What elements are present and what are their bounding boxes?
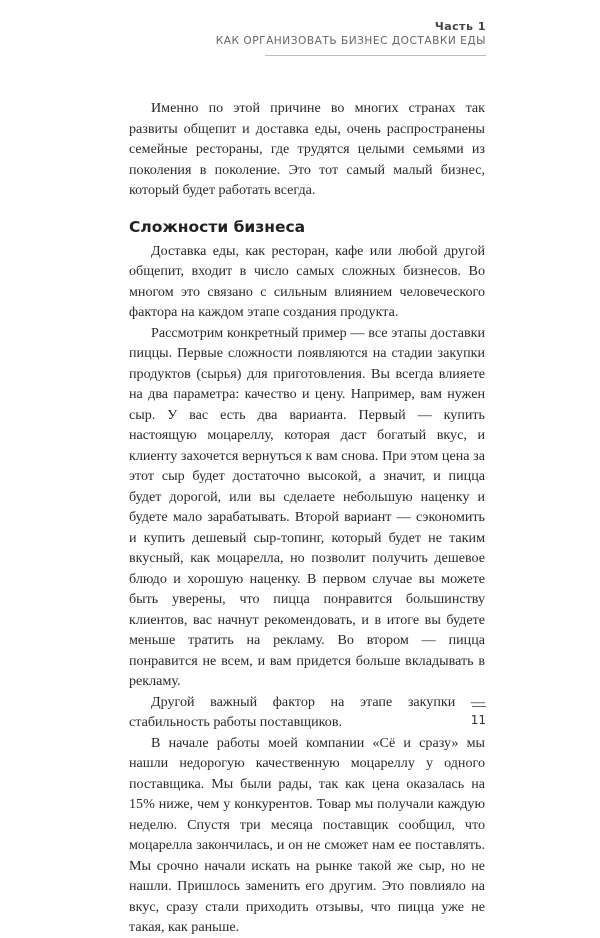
footer-divider bbox=[472, 706, 486, 707]
header-divider bbox=[265, 55, 486, 56]
chapter-title: КАК ОРГАНИЗОВАТЬ БИЗНЕС ДОСТАВКИ ЕДЫ bbox=[215, 35, 486, 47]
section-heading: Сложности бизнеса bbox=[129, 217, 306, 236]
page-number: 11 bbox=[470, 713, 486, 727]
paragraph-4: В начале работы моей компании «Сё и сразу» мы нашли недорогую качественную моцареллу у одного поставщика. Мы были рады, так как цена оказалась на 15% ниже, чем у конкурентов. Товар мы получали каждую неделю. Спустя три месяца поставщик сообщил, что моцарелла закончилась, и он не сможет нам ее поставлять. Мы срочно начали искать на рынке такой же сыр, но не нашли. Пришлось заменить его другим. Это повлияло на вкус, сразу стали приходить отзывы, что пицца уже не такая, как раньше. bbox=[129, 734, 485, 935]
intro-paragraph: Именно по этой причине во многих странах так развиты общепит и доставка еды, очень распространены семейные рестораны, где трудятся целыми семьями из поколения в поколение. Это тот самый малый бизнес, который будет работать всегда. bbox=[129, 100, 485, 198]
running-head bbox=[216, 20, 486, 47]
paragraph-2: Рассмотрим конкретный пример — все этапы доставки пиццы. Первые сложности появляются на стадии закупки продуктов (сырья) для приготовления. Вы всегда влияете на два параметра: качество и цену. Например, вам нужен сыр. У вас есть два варианта. Первый — купить настоящую моцареллу, которая даст богатый вкус, и клиенту захочется вернуться к вам снова. При этом цена за этот сыр будет достаточно высокой, а значит, и пицца будет дорогой, или вы сделаете небольшую наценку и будете мало зарабатывать. Второй вариант — сэкономить и купить дешевый сыр-топинг, который будет не таким вкусный, как моцарелла, но позволит получить дешевое блюдо и хорошую наценку. В первом случае вы можете быть уверены, что пицца понравится большинству клиентов, вас начнут рекомендовать, и в итоге вы будете меньше тратить на рекламу. Во втором — пицца понравится не всем, и вам придется больше вкладывать в рекламу. bbox=[129, 324, 485, 689]
paragraph-3: Другой важный фактор на этапе закупки — стабильность работы поставщиков. bbox=[129, 693, 485, 730]
part-label: Часть 1 bbox=[434, 20, 486, 33]
page-body bbox=[129, 98, 485, 938]
paragraph-1: Доставка еды, как ресторан, кафе или любой другой общепит, входит в число самых сложных бизнесов. Во многом это связано с сильным влиянием человеческого фактора на каждом этапе создания продукта. bbox=[129, 242, 485, 320]
